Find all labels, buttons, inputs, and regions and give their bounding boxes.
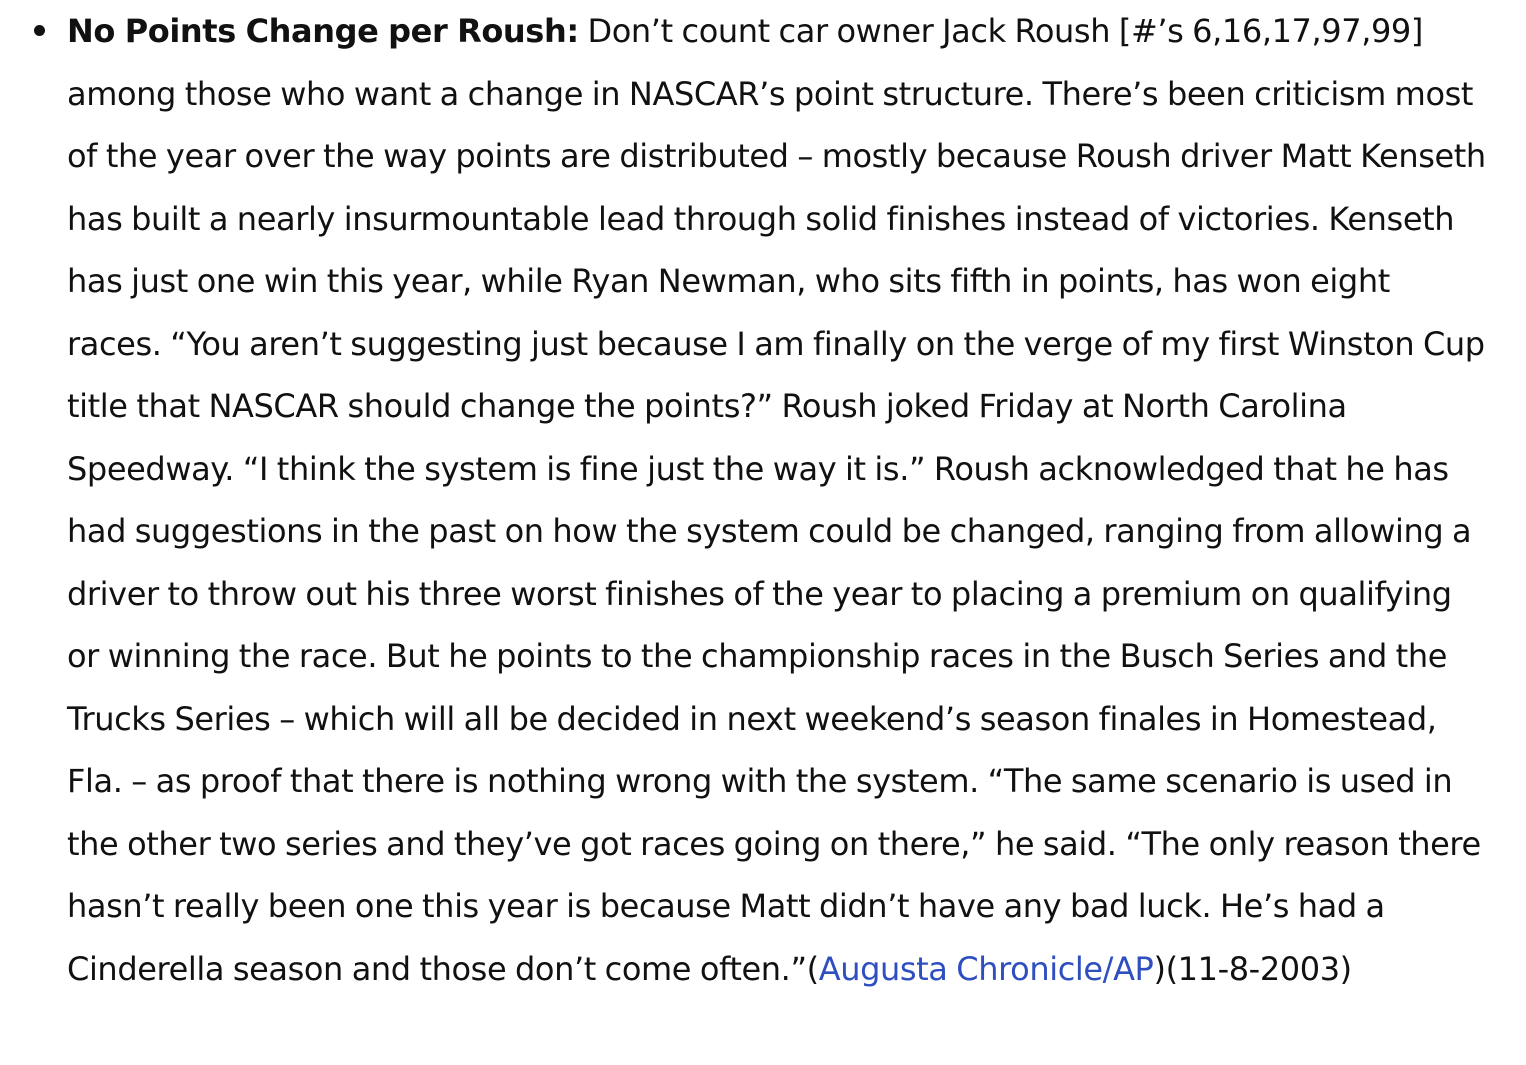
item-title: No Points Change per Roush: (67, 12, 579, 50)
source-link[interactable]: Augusta Chronicle/AP (818, 949, 1154, 988)
source-close-paren: ) (1153, 949, 1166, 988)
bullet-icon (34, 25, 45, 36)
source-open-paren: ( (806, 949, 819, 988)
item-body: Don’t count car owner Jack Roush [#’s 6,16,17,97,99] among those who want a change in NASCAR’s point structure. There’s been criticism most of the year over the way points are distributed – mostly because Roush driver Matt Kenseth has built a nearly insurmountable lead through solid finishes instead of victories. Kenseth has just one win this year, while Ryan Newman, who sits fifth in points, has won eight races. “You aren’t suggesting just because I am finally on the verge of my first Winston Cup title that NASCAR should change the points?” Roush joked Friday at North Carolina Speedway. “I think the system is fine just the way it is.” Roush acknowledged that he has had suggestions in the past on how the system could be changed, ranging from allowing a driver to throw out his three worst finishes of the year to placing a premium on qualifying or winning the race. But he points to the championship races in the Busch Series and the Trucks Series – which will all be decided in next weekend’s season finales in Homestead, Fla. – as proof that there is nothing wrong with the system. “The same scenario is used in the other two series and they’ve got races going on there,” he said. “The only reason there hasn’t really been one this year is because Matt didn’t have any bad luck. He’s had a Cinderella season and those don’t come often.” (67, 12, 1486, 988)
item-date: (11-8-2003) (1165, 949, 1352, 988)
